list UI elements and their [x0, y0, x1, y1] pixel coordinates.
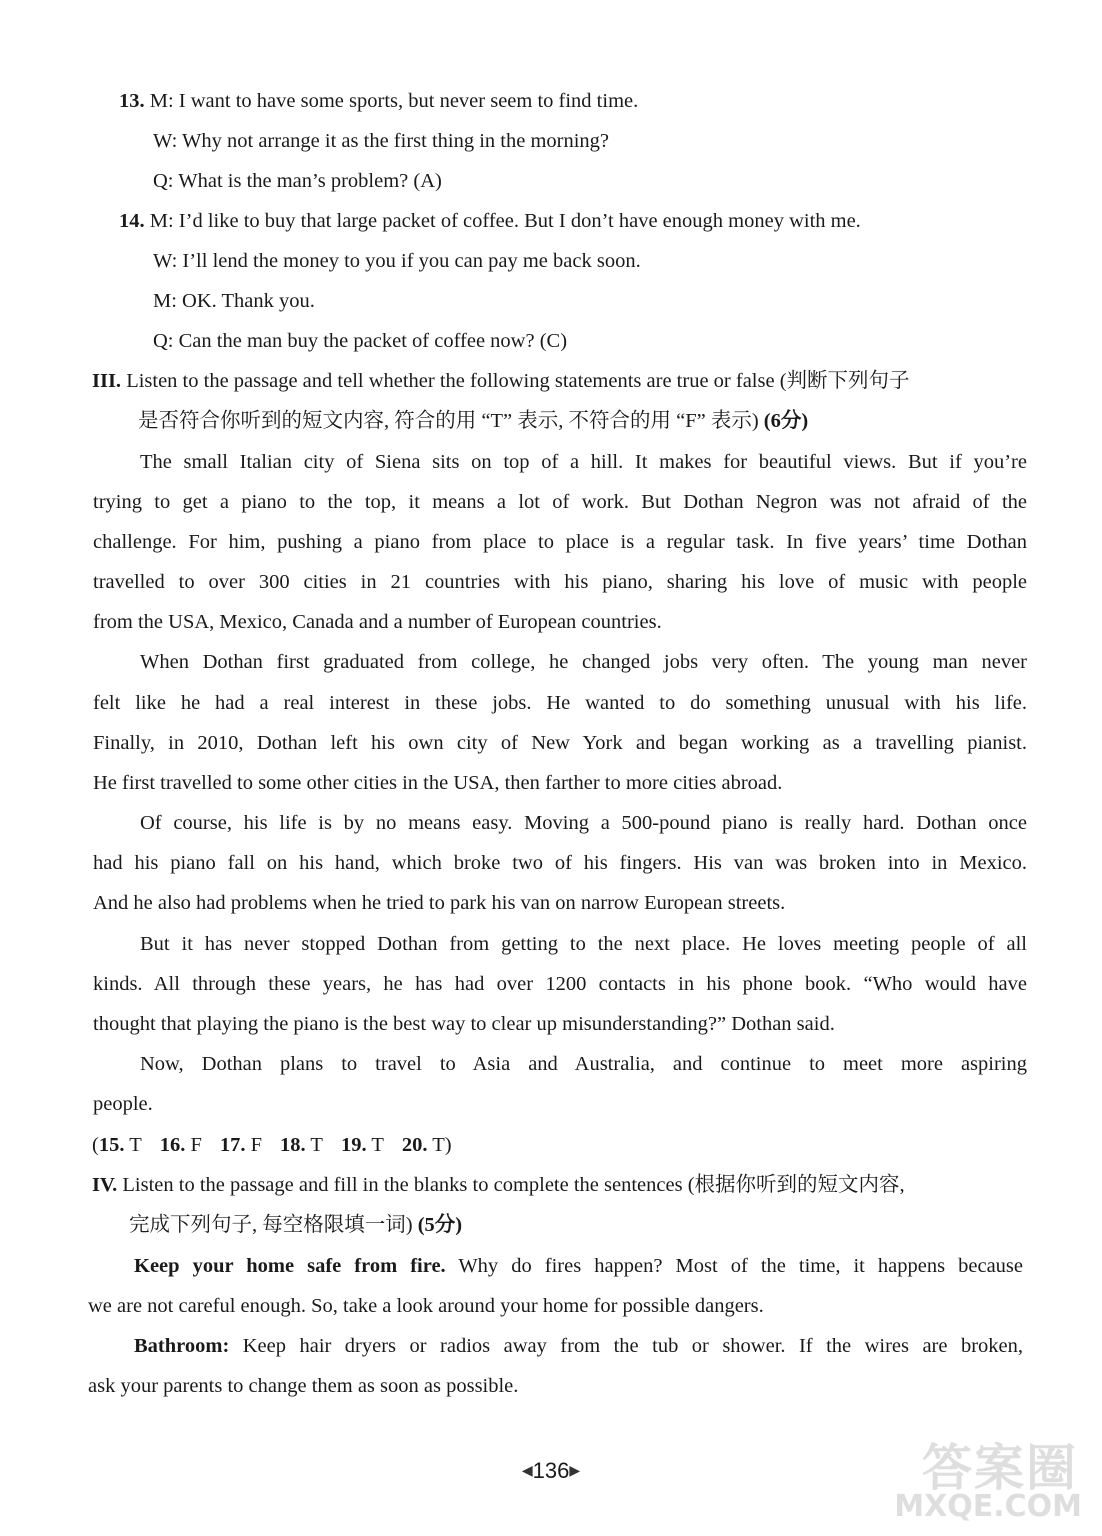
fire-title: Keep your home safe from fire.	[134, 1255, 446, 1277]
passage-p1-line-3: challenge. For him, pushing a piano from place to place is a regular task. In five years’ time Dothan	[93, 531, 1027, 553]
page-right-marker-icon: ▶	[569, 1462, 581, 1478]
q14-number: 14.	[119, 210, 145, 232]
page-number-text: 136	[532, 1458, 570, 1483]
answer-17-number: 17.	[219, 1134, 246, 1156]
section4-number: IV.	[92, 1174, 118, 1196]
section3-heading-line-1	[92, 368, 910, 394]
section3-number: III.	[92, 370, 122, 392]
passage-p5-line-2: people.	[93, 1093, 153, 1115]
q14-text-1: M: I’d like to buy that large packet of coffee. But I don’t have enough money with me.	[144, 210, 861, 232]
q14-line-3: M: OK. Thank you.	[153, 290, 315, 312]
passage-p4-line-1: But it has never stopped Dothan from getting to the next place. He loves meeting people of all	[140, 933, 1027, 955]
answer-16-number: 16.	[159, 1134, 186, 1156]
section3-heading-line-2	[138, 408, 808, 434]
fire-p1-text: Why do fires happen? Most of the time, it happens because	[445, 1255, 1023, 1277]
fire-p1-line-1	[134, 1253, 1023, 1279]
passage-p4-line-3: thought that playing the piano is the best way to clear up misunderstanding?” Dothan said.	[93, 1013, 835, 1035]
answer-20-number: 20.	[401, 1134, 428, 1156]
passage-p1-line-2: trying to get a piano to the top, it means a lot of work. But Dothan Negron was not afraid of the	[93, 491, 1027, 513]
bathroom-text: Keep hair dryers or radios away from the tub or shower. If the wires are broken,	[229, 1335, 1023, 1357]
answer-18-value: T	[305, 1134, 323, 1156]
passage-p1-line-4: travelled to over 300 cities in 21 countries with his piano, sharing his love of music with people	[93, 571, 1027, 593]
page-left-marker-icon: ◀	[521, 1462, 533, 1478]
passage-p4-line-2: kinds. All through these years, he has had over 1200 contacts in his phone book. “Who would have	[93, 973, 1027, 995]
passage-p3-line-2: had his piano fall on his hand, which broke two of his fingers. His van was broken into in Mexico.	[93, 852, 1027, 874]
q13-line-1	[119, 88, 638, 114]
answer-key-open: (	[92, 1134, 99, 1156]
watermark	[894, 1428, 1088, 1528]
q14-line-1	[119, 208, 861, 234]
passage-p3-line-1: Of course, his life is by no means easy. Moving a 500-pound piano is really hard. Dothan once	[140, 812, 1027, 834]
answer-15-number: 15.	[98, 1134, 125, 1156]
section3-score: (6分)	[758, 410, 809, 432]
passage-p2-line-1: When Dothan first graduated from college, he changed jobs very often. The young man never	[140, 651, 1027, 673]
section4-score: (5分)	[412, 1214, 463, 1236]
q14-line-2: W: I’ll lend the money to you if you can pay me back soon.	[153, 250, 641, 272]
watermark-logo: 答案圈	[922, 1439, 1078, 1497]
fire-p1-line-2: we are not careful enough. So, take a look around your home for possible dangers.	[88, 1295, 764, 1317]
passage-p2-line-4: He first travelled to some other cities in the USA, then farther to more cities abroad.	[93, 772, 783, 794]
passage-p1-line-5: from the USA, Mexico, Canada and a number of European countries.	[93, 611, 662, 633]
fire-p2-line-2: ask your parents to change them as soon as possible.	[88, 1375, 519, 1397]
passage-p2-line-2: felt like he had a real interest in these jobs. He wanted to do something unusual with his life.	[93, 692, 1027, 714]
passage-p3-line-3: And he also had problems when he tried to park his van on narrow European streets.	[93, 892, 786, 914]
q13-number: 13.	[119, 90, 145, 112]
watermark-url: MXQE.COM	[894, 1489, 1082, 1524]
section4-instruction-1: Listen to the passage and fill in the blanks to complete the sentences (根据你听到的短文内容,	[117, 1174, 905, 1196]
answer-20-value: T)	[427, 1134, 452, 1156]
bathroom-label: Bathroom:	[134, 1335, 230, 1357]
section3-instruction-1: Listen to the passage and tell whether the following statements are true or false (判断下列句子	[121, 370, 910, 392]
section4-heading-line-2	[129, 1212, 462, 1238]
answer-17-value: F	[245, 1134, 263, 1156]
section3-instruction-2: 是否符合你听到的短文内容, 符合的用 “T” 表示, 不符合的用 “F” 表示)	[138, 410, 759, 432]
q14-line-4: Q: Can the man buy the packet of coffee now? (C)	[153, 330, 568, 352]
passage-p1-line-1: The small Italian city of Siena sits on top of a hill. It makes for beautiful views. But if you’re	[140, 451, 1027, 473]
section4-instruction-2: 完成下列句子, 每空格限填一词)	[129, 1214, 413, 1236]
q13-text-1: M: I want to have some sports, but never seem to find time.	[144, 90, 639, 112]
answer-15-value: T	[124, 1134, 142, 1156]
q13-line-3: Q: What is the man’s problem? (A)	[153, 170, 442, 192]
passage-p5-line-1: Now, Dothan plans to travel to Asia and Australia, and continue to meet more aspiring	[140, 1053, 1027, 1075]
passage-p2-line-3: Finally, in 2010, Dothan left his own city of New York and began working as a travelling pianist.	[93, 732, 1027, 754]
answer-19-number: 19.	[340, 1134, 367, 1156]
answer-18-number: 18.	[280, 1134, 306, 1156]
answer-19-value: T	[366, 1134, 384, 1156]
q13-line-2: W: Why not arrange it as the first thing in the morning?	[153, 130, 610, 152]
answer-16-value: F	[185, 1134, 202, 1156]
answer-key	[92, 1132, 452, 1158]
section4-heading-line-1	[92, 1172, 905, 1198]
fire-p2-line-1	[134, 1333, 1023, 1359]
